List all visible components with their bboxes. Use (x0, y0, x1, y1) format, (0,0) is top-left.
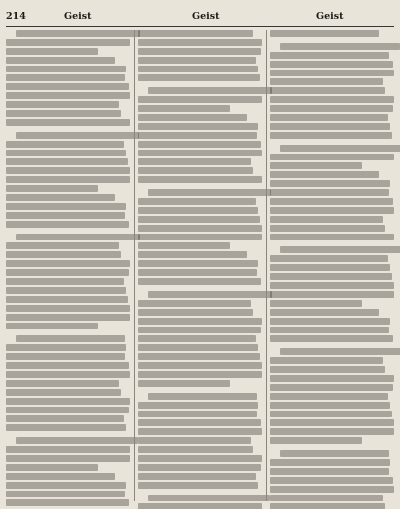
text-line-placeholder (6, 464, 98, 471)
text-line-placeholder (6, 74, 125, 81)
text-line-placeholder (270, 419, 394, 426)
text-line-placeholder (270, 87, 385, 94)
text-line-placeholder (270, 300, 362, 307)
text-line-placeholder (138, 380, 230, 387)
text-line-placeholder (6, 344, 126, 351)
text-line-placeholder (138, 371, 262, 378)
text-line-placeholder (270, 234, 394, 241)
text-line-placeholder (138, 66, 258, 73)
text-line-placeholder (148, 291, 272, 298)
text-line-placeholder (138, 318, 262, 325)
text-line-placeholder (6, 482, 126, 489)
text-line-placeholder (138, 402, 258, 409)
text-line-placeholder (6, 287, 126, 294)
text-line-placeholder (138, 455, 262, 462)
text-line-placeholder (270, 477, 393, 484)
text-line-placeholder (138, 30, 253, 37)
text-line-placeholder (270, 384, 393, 391)
text-line-placeholder (270, 70, 394, 77)
head-word-left: Geist (64, 11, 92, 22)
text-line-placeholder (6, 176, 130, 183)
text-line-placeholder (138, 473, 256, 480)
text-line-placeholder (270, 411, 392, 418)
text-line-placeholder (6, 415, 124, 422)
text-line-placeholder (138, 309, 253, 316)
text-line-placeholder (270, 171, 379, 178)
text-line-placeholder (280, 348, 400, 355)
text-line-placeholder (16, 234, 140, 241)
text-line-placeholder (270, 459, 390, 466)
text-line-placeholder (138, 344, 258, 351)
text-line-placeholder (270, 428, 394, 435)
text-line-placeholder (138, 150, 262, 157)
text-line-placeholder (6, 499, 129, 506)
text-line-placeholder (138, 260, 258, 267)
text-line-placeholder (138, 464, 261, 471)
page-number: 214 (6, 11, 26, 22)
text-line-placeholder (6, 455, 130, 462)
text-line-placeholder (270, 180, 390, 187)
text-line-placeholder (270, 114, 388, 121)
text-line-placeholder (270, 393, 388, 400)
text-line-placeholder (138, 207, 258, 214)
text-line-placeholder (138, 362, 262, 369)
text-line-placeholder (6, 119, 130, 126)
text-line-placeholder (148, 393, 257, 400)
text-line-placeholder (16, 437, 138, 444)
text-line-placeholder (6, 203, 126, 210)
text-line-placeholder (270, 282, 394, 289)
text-line-placeholder (270, 123, 390, 130)
text-line-placeholder (148, 87, 272, 94)
text-line-placeholder (6, 101, 119, 108)
text-line-placeholder (138, 132, 257, 139)
text-line-placeholder (138, 225, 262, 232)
text-line-placeholder (6, 158, 128, 165)
text-line-placeholder (138, 123, 258, 130)
text-line-placeholder (270, 61, 393, 68)
text-line-placeholder (6, 260, 130, 267)
text-line-placeholder (6, 473, 115, 480)
text-line-placeholder (270, 96, 394, 103)
text-line-placeholder (148, 495, 270, 502)
text-line-placeholder (270, 78, 383, 85)
running-head (6, 8, 394, 26)
text-line-placeholder (6, 150, 126, 157)
text-line-placeholder (270, 52, 389, 59)
text-line-placeholder (280, 246, 400, 253)
text-line-placeholder (6, 66, 126, 73)
text-line-placeholder (6, 353, 125, 360)
text-column-right (270, 30, 394, 501)
text-line-placeholder (6, 48, 98, 55)
text-line-placeholder (270, 105, 393, 112)
text-line-placeholder (6, 389, 121, 396)
header-rule (6, 26, 394, 27)
text-line-placeholder (270, 402, 390, 409)
text-line-placeholder (138, 242, 230, 249)
text-line-placeholder (270, 162, 362, 169)
text-line-placeholder (138, 353, 260, 360)
text-line-placeholder (270, 264, 390, 271)
text-line-placeholder (148, 189, 271, 196)
text-line-placeholder (270, 375, 394, 382)
text-line-placeholder (270, 503, 385, 509)
text-column-middle (138, 30, 262, 501)
text-line-placeholder (138, 300, 251, 307)
text-line-placeholder (16, 335, 125, 342)
column-divider (266, 30, 267, 501)
text-line-placeholder (6, 371, 130, 378)
text-line-placeholder (270, 318, 390, 325)
text-line-placeholder (280, 450, 389, 457)
text-line-placeholder (280, 145, 400, 152)
text-line-placeholder (138, 446, 253, 453)
text-line-placeholder (6, 305, 130, 312)
text-line-placeholder (6, 92, 130, 99)
text-line-placeholder (270, 255, 388, 262)
text-line-placeholder (138, 335, 256, 342)
text-line-placeholder (6, 314, 130, 321)
text-line-placeholder (270, 132, 392, 139)
text-line-placeholder (138, 327, 261, 334)
text-line-placeholder (138, 57, 256, 64)
text-line-placeholder (16, 30, 140, 37)
text-line-placeholder (6, 110, 121, 117)
text-line-placeholder (16, 132, 139, 139)
text-line-placeholder (138, 482, 258, 489)
text-line-placeholder (270, 357, 383, 364)
text-line-placeholder (138, 428, 262, 435)
text-line-placeholder (270, 486, 394, 493)
text-line-placeholder (6, 194, 115, 201)
text-line-placeholder (270, 437, 362, 444)
text-line-placeholder (270, 207, 394, 214)
text-line-placeholder (270, 225, 385, 232)
text-line-placeholder (138, 278, 261, 285)
text-line-placeholder (138, 96, 262, 103)
text-line-placeholder (138, 114, 247, 121)
text-line-placeholder (6, 269, 129, 276)
text-line-placeholder (270, 198, 393, 205)
text-line-placeholder (6, 39, 130, 46)
text-line-placeholder (138, 411, 257, 418)
text-line-placeholder (6, 185, 98, 192)
text-line-placeholder (138, 48, 261, 55)
text-line-placeholder (6, 446, 130, 453)
text-line-placeholder (270, 495, 383, 502)
text-line-placeholder (6, 167, 130, 174)
text-line-placeholder (270, 189, 389, 196)
text-line-placeholder (6, 251, 121, 258)
text-line-placeholder (270, 327, 389, 334)
text-line-placeholder (138, 158, 251, 165)
text-line-placeholder (138, 176, 262, 183)
text-line-placeholder (270, 30, 379, 37)
text-line-placeholder (138, 251, 247, 258)
text-line-placeholder (6, 424, 126, 431)
text-line-placeholder (138, 216, 260, 223)
text-line-placeholder (6, 362, 129, 369)
text-line-placeholder (138, 269, 257, 276)
head-word-right: Geist (316, 11, 344, 22)
text-line-placeholder (6, 141, 124, 148)
text-column-left (6, 30, 130, 501)
text-line-placeholder (6, 212, 125, 219)
text-line-placeholder (6, 242, 119, 249)
text-line-placeholder (6, 278, 124, 285)
text-line-placeholder (6, 83, 129, 90)
text-line-placeholder (6, 380, 119, 387)
head-word-center: Geist (192, 11, 220, 22)
text-line-placeholder (6, 323, 98, 330)
text-line-placeholder (138, 141, 261, 148)
text-line-placeholder (270, 291, 394, 298)
text-line-placeholder (138, 419, 261, 426)
text-line-placeholder (6, 491, 125, 498)
text-line-placeholder (138, 437, 251, 444)
text-line-placeholder (138, 74, 260, 81)
text-line-placeholder (270, 335, 393, 342)
text-line-placeholder (138, 234, 262, 241)
column-divider (134, 30, 135, 501)
text-line-placeholder (270, 154, 394, 161)
text-line-placeholder (6, 398, 130, 405)
text-line-placeholder (6, 221, 129, 228)
text-line-placeholder (6, 57, 115, 64)
text-line-placeholder (270, 273, 392, 280)
text-line-placeholder (138, 39, 262, 46)
text-line-placeholder (270, 309, 379, 316)
text-line-placeholder (6, 407, 129, 414)
text-line-placeholder (138, 198, 256, 205)
text-line-placeholder (270, 468, 389, 475)
text-line-placeholder (138, 105, 230, 112)
text-line-placeholder (270, 216, 383, 223)
text-line-placeholder (280, 43, 400, 50)
text-line-placeholder (6, 296, 128, 303)
text-line-placeholder (270, 366, 385, 373)
text-line-placeholder (138, 167, 253, 174)
text-line-placeholder (138, 503, 262, 509)
